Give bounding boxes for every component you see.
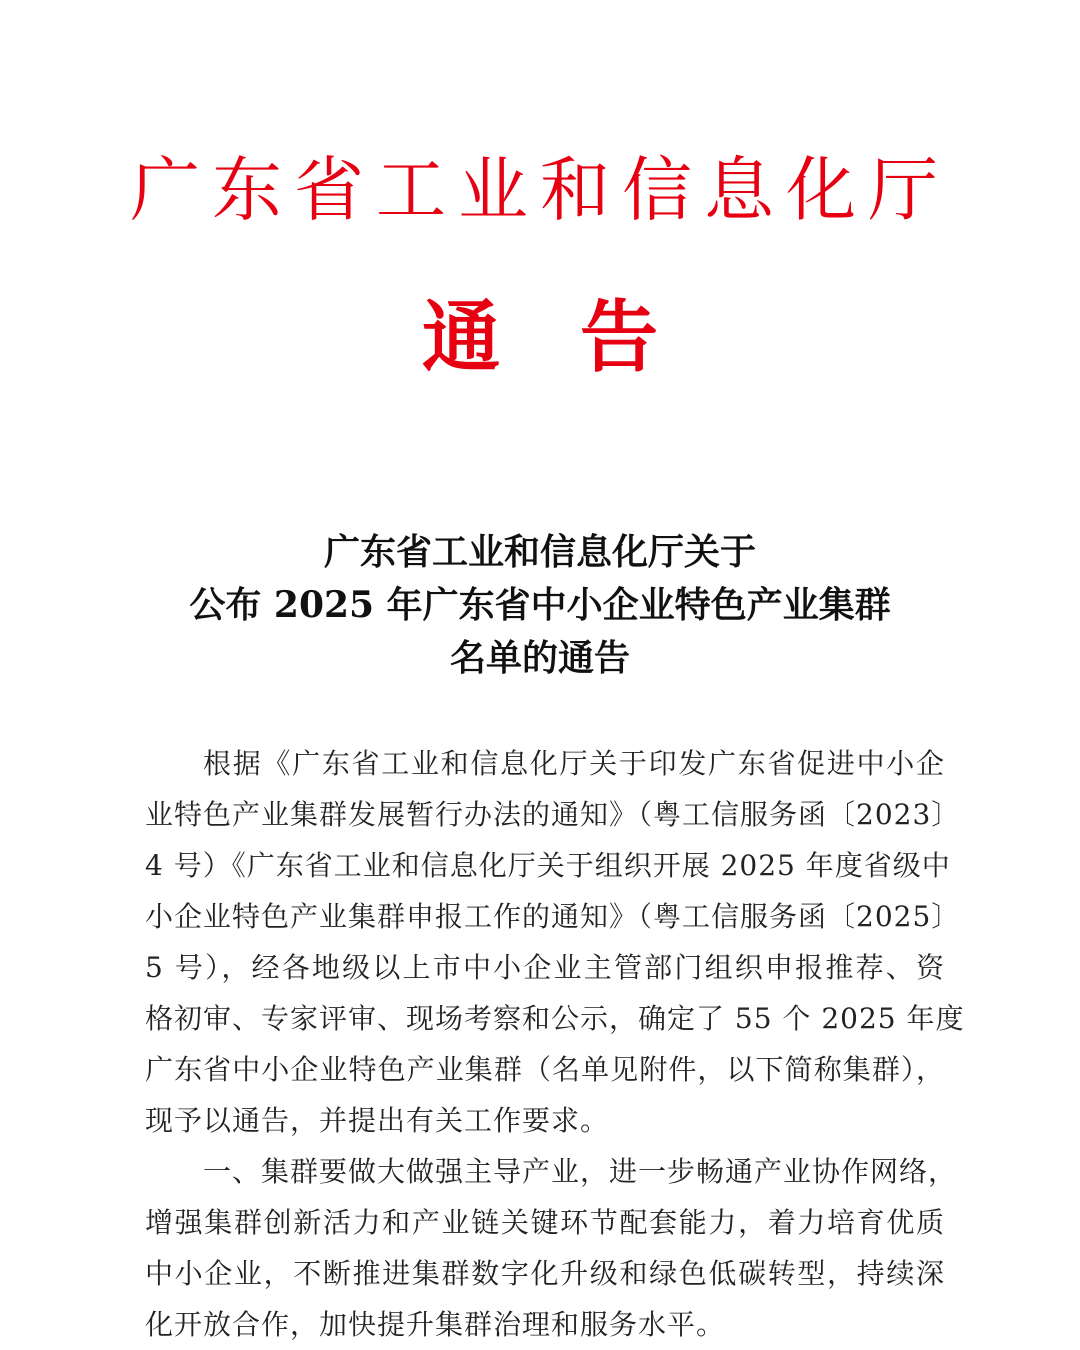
paragraph-2	[145, 1146, 958, 1350]
notice-body	[145, 738, 965, 1350]
paragraph-1	[145, 738, 965, 1146]
body-line: 增强集群创新活力和产业链关键环节配套能力，着力培育优质	[145, 1206, 945, 1239]
title-line-2: 公布 2025 年广东省中小企业特色产业集群	[189, 584, 891, 626]
body-line: 小企业特色产业集群申报工作的通知》（粤工信服务函〔2025〕	[145, 900, 961, 933]
body-line: 业特色产业集群发展暂行办法的通知》（粤工信服务函〔2023〕	[145, 798, 961, 831]
body-line: 一、集群要做大做强主导产业，进一步畅通产业协作网络，	[203, 1155, 958, 1188]
title-line-3: 名单的通告	[449, 637, 630, 679]
body-line: 格初审、专家评审、现场考察和公示，确定了 55 个 2025 年度	[145, 1002, 965, 1035]
body-line: 5 号），经各地级以上市中小企业主管部门组织申报推荐、资	[145, 951, 945, 984]
issuing-organization-header: 广东省工业和信息化厅	[130, 149, 950, 231]
body-line: 根据《广东省工业和信息化厅关于印发广东省促进中小企	[203, 747, 945, 780]
body-line: 现予以通告，并提出有关工作要求。	[145, 1104, 610, 1137]
document-type-heading	[0, 288, 1080, 388]
body-line: 4 号）《广东省工业和信息化厅关于组织开展 2025 年度省级中	[145, 849, 951, 882]
doc-type-char-2: 告	[580, 293, 659, 383]
body-line: 化开放合作，加快提升集群治理和服务水平。	[145, 1308, 726, 1341]
notice-title	[0, 526, 1080, 685]
body-line: 广东省中小企业特色产业集群（名单见附件，以下简称集群），	[145, 1053, 945, 1086]
doc-type-char-1: 通	[421, 293, 500, 383]
title-line-1: 广东省工业和信息化厅关于	[323, 531, 756, 573]
body-line: 中小企业，不断推进集群数字化升级和绿色低碳转型，持续深	[145, 1257, 945, 1290]
